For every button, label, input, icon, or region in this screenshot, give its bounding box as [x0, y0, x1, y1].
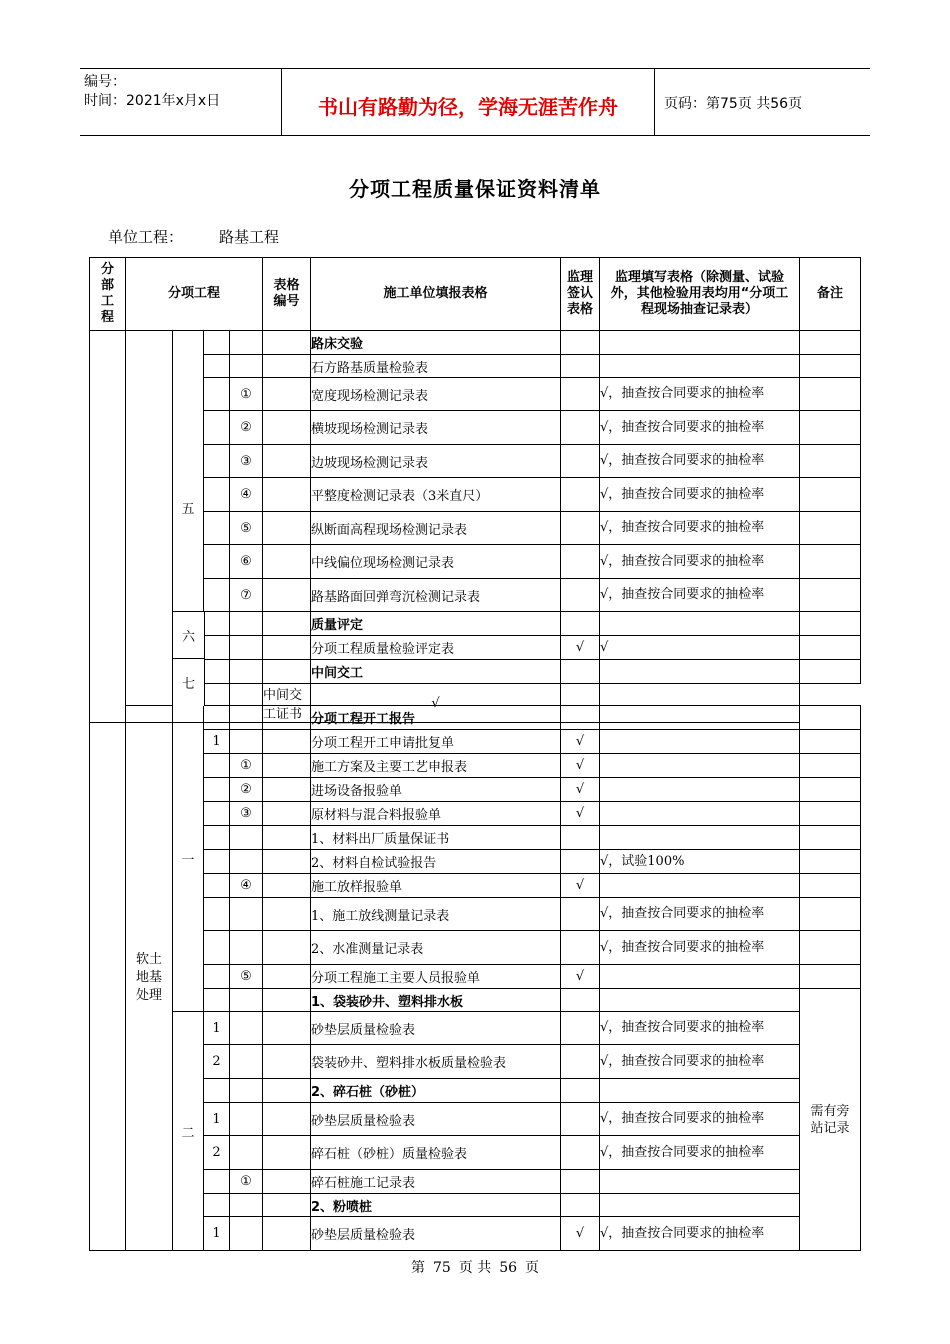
table-cell: [230, 730, 263, 754]
page-footer: 第 75 页 共 56 页: [410, 1260, 540, 1276]
table-cell-mark: ⑦: [230, 579, 263, 612]
table-cell: [800, 660, 861, 684]
table-cell: [230, 355, 263, 378]
form-name: 袋装砂井、塑料排水板质量检验表: [311, 1045, 561, 1079]
supervisor-fill: √，抽查按合同要求的抽检率: [600, 378, 800, 411]
table-row: [90, 636, 861, 660]
table-cell: [600, 706, 800, 730]
table-cell: [204, 778, 230, 802]
table-cell: [230, 1079, 263, 1103]
supervisor-fill: √，抽查按合同要求的抽检率: [600, 411, 800, 445]
table-row: [90, 378, 861, 411]
table-cell-mark: √: [561, 1217, 600, 1251]
table-cell: [230, 1045, 263, 1079]
table-cell-mark: √: [600, 636, 800, 660]
table-cell: [204, 1170, 230, 1194]
form-name: 碎石桩施工记录表: [311, 1170, 561, 1194]
table-cell: [263, 612, 311, 636]
form-name: 路基路面回弹弯沉检测记录表: [311, 579, 561, 612]
table-cell: [204, 579, 230, 612]
number-label: 编号：: [84, 74, 126, 90]
form-name: 平整度检测记录表（3米直尺）: [311, 478, 561, 512]
supervisor-fill: √，抽查按合同要求的抽检率: [600, 579, 800, 612]
table-row: [90, 660, 861, 684]
table-cell: [204, 850, 230, 874]
table-cell: [230, 826, 263, 850]
section-title: 2、碎石桩（砂桩）: [311, 1079, 561, 1103]
table-cell: [263, 706, 311, 730]
table-cell-mark: ④: [230, 478, 263, 512]
table-cell: [800, 826, 861, 850]
table-cell-mark: √: [561, 778, 600, 802]
table-cell: [204, 612, 230, 636]
table-cell: [263, 355, 311, 378]
table-cell: [561, 706, 600, 730]
table-cell-mark: √: [561, 874, 600, 898]
supervisor-fill: √，抽查按合同要求的抽检率: [600, 478, 800, 512]
table-cell: [800, 778, 861, 802]
form-name: 砂垫层质量检验表: [311, 1103, 561, 1136]
table-cell-mark: 1: [204, 730, 230, 754]
table-cell: [600, 826, 800, 850]
header-contractor-form: 施工单位填报表格: [311, 258, 561, 331]
table-cell: [561, 826, 600, 850]
table-cell-mark: 2: [204, 1045, 230, 1079]
table-cell: [263, 965, 311, 989]
table-cell-mark: 1: [204, 1217, 230, 1251]
supervisor-fill: √，抽查按合同要求的抽检率: [600, 445, 800, 478]
remark-station: 需有旁站记录: [800, 989, 861, 1251]
table-cell: [800, 445, 861, 478]
form-name: 分项工程开工申请批复单: [311, 730, 561, 754]
table-row: [90, 411, 861, 445]
table-cell: [800, 754, 861, 778]
form-name: 2、水准测量记录表: [311, 931, 561, 965]
table-row: [90, 874, 861, 898]
table-cell: [204, 445, 230, 478]
table-cell: [263, 331, 311, 355]
table-cell-mark: ④: [230, 874, 263, 898]
table-cell-mark: √: [561, 636, 600, 660]
supervisor-fill: √，试验100%: [600, 850, 800, 874]
document-header: [80, 68, 870, 136]
table-cell: [204, 512, 230, 545]
table-cell: [561, 579, 600, 612]
page-title: 分项工程质量保证资料清单: [349, 177, 601, 201]
table-cell: [561, 445, 600, 478]
table-row: [90, 1012, 861, 1045]
table-cell: [263, 1170, 311, 1194]
table-row: [90, 706, 861, 730]
table-cell-mark: √: [561, 730, 600, 754]
header-supervisor-fill: 监理填写表格（除测量、试验外，其他检验用表均用“分项工程现场抽查记录表）: [600, 258, 800, 331]
table-cell: [800, 802, 861, 826]
table-cell: [561, 1170, 600, 1194]
table-row: [90, 1136, 861, 1170]
form-name: 砂垫层质量检验表: [311, 1012, 561, 1045]
form-name: 进场设备报验单: [311, 778, 561, 802]
table-cell: [204, 826, 230, 850]
table-cell: [263, 1012, 311, 1045]
table-cell: [800, 579, 861, 612]
supervisor-fill: √，抽查按合同要求的抽检率: [600, 1045, 800, 1079]
table-cell: [600, 660, 800, 684]
table-cell: [263, 730, 311, 754]
form-name: 中线偏位现场检测记录表: [311, 545, 561, 579]
table-row: [90, 331, 861, 355]
table-cell: [800, 355, 861, 378]
table-cell: [263, 754, 311, 778]
table-cell: [230, 1217, 263, 1251]
table-cell-mark: ①: [230, 1170, 263, 1194]
table-row: [90, 802, 861, 826]
table-cell: [230, 1194, 263, 1217]
supervisor-fill: √，抽查按合同要求的抽检率: [600, 931, 800, 965]
table-cell: [561, 1194, 600, 1217]
header-remark: 备注: [800, 258, 861, 331]
table-cell: [561, 989, 600, 1012]
section-title: 分项工程开工报告: [311, 706, 561, 730]
table-cell: [561, 850, 600, 874]
table-cell-mark: √: [561, 965, 600, 989]
form-name: 施工方案及主要工艺申报表: [311, 754, 561, 778]
supervisor-fill: √，抽查按合同要求的抽检率: [600, 1136, 800, 1170]
table-cell: [230, 1136, 263, 1170]
group-six-cell: 六: [172, 611, 205, 659]
subitem-cell: [126, 331, 173, 723]
table-cell: [263, 826, 311, 850]
header-division: 分部工程: [90, 258, 126, 331]
header-subitem: 分项工程: [126, 258, 263, 331]
group-label: 一: [173, 706, 204, 1012]
table-cell: [263, 1103, 311, 1136]
table-row: [90, 898, 861, 931]
table-cell: [204, 378, 230, 411]
section-title: 2、粉喷桩: [311, 1194, 561, 1217]
quality-docs-table-softsoil: [89, 705, 861, 1251]
table-cell: [230, 850, 263, 874]
table-cell: [561, 612, 600, 636]
table-cell-mark: ②: [230, 778, 263, 802]
division-cell: [90, 706, 126, 1251]
section-title: 1、袋装砂井、塑料排水板: [311, 989, 561, 1012]
form-name: 原材料与混合料报验单: [311, 802, 561, 826]
table-cell-mark: ③: [230, 802, 263, 826]
table-cell-mark: ⑥: [230, 545, 263, 579]
table-cell: [204, 965, 230, 989]
table-cell: [561, 331, 600, 355]
form-name: 边坡现场检测记录表: [311, 445, 561, 478]
table-row: [90, 1079, 861, 1103]
form-name: 1、施工放线测量记录表: [311, 898, 561, 931]
form-name: 纵断面高程现场检测记录表: [311, 512, 561, 545]
table-cell: [263, 411, 311, 445]
table-cell: [600, 1170, 800, 1194]
table-cell-mark: ①: [230, 378, 263, 411]
table-row: [90, 1194, 861, 1217]
table-cell: [230, 989, 263, 1012]
table-cell-mark: ③: [230, 445, 263, 478]
table-cell: [263, 778, 311, 802]
table-cell: [800, 331, 861, 355]
table-cell: [800, 965, 861, 989]
table-cell: [600, 612, 800, 636]
group-label: 二: [173, 1012, 204, 1251]
table-row: [90, 612, 861, 636]
group-seven-cell: 七: [172, 658, 205, 706]
time-label: 时间：2021年x月x日: [84, 93, 221, 109]
table-cell: [800, 898, 861, 931]
table-row: [90, 754, 861, 778]
table-cell: [800, 512, 861, 545]
table-cell: [263, 802, 311, 826]
table-cell-mark: √: [561, 802, 600, 826]
table-row: [90, 965, 861, 989]
table-cell: [263, 850, 311, 874]
section-title: 质量评定: [311, 612, 561, 636]
table-cell: [561, 898, 600, 931]
table-cell: [600, 802, 800, 826]
table-cell: [800, 931, 861, 965]
table-cell: [263, 898, 311, 931]
table-cell: [204, 754, 230, 778]
table-cell: [561, 411, 600, 445]
supervisor-fill: √，抽查按合同要求的抽检率: [600, 898, 800, 931]
page-info: 页码：第75页 共56页: [664, 96, 803, 112]
table-cell: [600, 965, 800, 989]
table-cell: [204, 545, 230, 579]
table-cell: [230, 636, 263, 660]
table-cell: [204, 355, 230, 378]
header-meta: [84, 73, 220, 111]
table-cell: [263, 445, 311, 478]
table-cell: [263, 1194, 311, 1217]
table-cell: [263, 579, 311, 612]
section-softsoil-label: 软土地基处理: [126, 706, 173, 1251]
table-cell: [230, 331, 263, 355]
unit-label: 单位工程：: [108, 228, 184, 246]
section-title: 路床交验: [311, 331, 561, 355]
table-cell: [263, 512, 311, 545]
table-header-row: [90, 258, 861, 331]
form-name: 2、材料自检试验报告: [311, 850, 561, 874]
table-cell: [204, 706, 230, 730]
table-cell: [561, 1012, 600, 1045]
table-row: [90, 931, 861, 965]
form-name: 中间交工证书: [263, 684, 311, 723]
table-row: [90, 512, 861, 545]
table-cell-mark: ⑤: [230, 965, 263, 989]
table-cell-mark: 1: [204, 1012, 230, 1045]
table-cell: [263, 545, 311, 579]
table-cell-mark: √: [561, 754, 600, 778]
table-cell: [230, 931, 263, 965]
table-row: [90, 1103, 861, 1136]
table-cell: [204, 411, 230, 445]
table-cell: [204, 1194, 230, 1217]
section-title: 中间交工: [311, 660, 561, 684]
table-cell: [263, 874, 311, 898]
table-cell: [263, 931, 311, 965]
table-cell: [600, 730, 800, 754]
table-cell: [561, 478, 600, 512]
table-cell: [263, 1045, 311, 1079]
table-cell: [204, 898, 230, 931]
form-name: 分项工程质量检验评定表: [311, 636, 561, 660]
table-cell: [600, 1194, 800, 1217]
table-row: [90, 579, 861, 612]
table-cell: [230, 660, 263, 684]
table-cell: [204, 802, 230, 826]
table-row: [90, 826, 861, 850]
group-label: 五: [173, 331, 204, 684]
form-name: 分项工程施工主要人员报验单: [311, 965, 561, 989]
table-cell: [263, 1079, 311, 1103]
table-row: [90, 1217, 861, 1251]
table-cell: [263, 478, 311, 512]
table-cell: [204, 660, 230, 684]
form-name: 宽度现场检测记录表: [311, 378, 561, 411]
table-row: [90, 545, 861, 579]
table-cell-mark: 2: [204, 1136, 230, 1170]
table-cell: [561, 378, 600, 411]
table-cell: [800, 378, 861, 411]
header-divider: [654, 69, 655, 135]
table-cell: [263, 636, 311, 660]
table-cell: [561, 355, 600, 378]
table-cell-mark: ②: [230, 411, 263, 445]
division-cell: [90, 331, 126, 723]
table-cell: [800, 612, 861, 636]
form-name: 1、材料出厂质量保证书: [311, 826, 561, 850]
table-cell: [263, 378, 311, 411]
form-name: 横坡现场检测记录表: [311, 411, 561, 445]
table-cell: [561, 1136, 600, 1170]
table-cell: [800, 874, 861, 898]
table-cell: [800, 478, 861, 512]
table-cell: [230, 898, 263, 931]
table-cell: [204, 931, 230, 965]
table-cell: [561, 931, 600, 965]
table-cell: [230, 1103, 263, 1136]
table-cell: [561, 1079, 600, 1103]
table-cell: [600, 331, 800, 355]
table-cell: [561, 1045, 600, 1079]
table-cell: [230, 612, 263, 636]
header-motto: 书山有路勤为径，学海无涯苦作舟: [318, 95, 618, 119]
table-cell: [600, 989, 800, 1012]
table-cell: [800, 636, 861, 660]
table-row: [90, 478, 861, 512]
form-name: 碎石桩（砂桩）质量检验表: [311, 1136, 561, 1170]
supervisor-fill: √，抽查按合同要求的抽检率: [600, 1103, 800, 1136]
form-name: 施工放样报验单: [311, 874, 561, 898]
table-cell: [800, 850, 861, 874]
table-row: [90, 730, 861, 754]
table-row: [90, 355, 861, 378]
table-row: [90, 1170, 861, 1194]
table-cell-mark: ①: [230, 754, 263, 778]
table-cell: [230, 1012, 263, 1045]
table-cell: [600, 778, 800, 802]
table-cell: [204, 636, 230, 660]
table-cell: [600, 1079, 800, 1103]
table-cell: [600, 874, 800, 898]
table-cell: [561, 512, 600, 545]
table-cell: [600, 355, 800, 378]
table-row: [90, 850, 861, 874]
table-cell: [800, 730, 861, 754]
table-row: [90, 778, 861, 802]
table-cell: [800, 411, 861, 445]
header-supervisor-sign: 监理签认表格: [561, 258, 600, 331]
table-cell: [263, 660, 311, 684]
form-name: 石方路基质量检验表: [311, 355, 561, 378]
table-cell: [800, 706, 861, 730]
table-row: [90, 989, 861, 1012]
table-cell: [561, 545, 600, 579]
table-cell: [204, 874, 230, 898]
table-cell: [263, 1217, 311, 1251]
table-cell: [263, 1136, 311, 1170]
supervisor-fill: √，抽查按合同要求的抽检率: [600, 1012, 800, 1045]
table-row: [90, 445, 861, 478]
table-cell: [204, 989, 230, 1012]
table-cell: [263, 989, 311, 1012]
table-cell: [800, 545, 861, 579]
supervisor-fill: √，抽查按合同要求的抽检率: [600, 545, 800, 579]
table-cell: [561, 1103, 600, 1136]
table-cell-mark: 1: [204, 1103, 230, 1136]
form-name: 砂垫层质量检验表: [311, 1217, 561, 1251]
table-cell: [204, 1079, 230, 1103]
table-cell: [204, 331, 230, 355]
unit-value: 路基工程: [219, 228, 280, 246]
table-cell: [600, 754, 800, 778]
table-cell-mark: ⑤: [230, 512, 263, 545]
table-cell: [561, 660, 600, 684]
supervisor-fill: √，抽查按合同要求的抽检率: [600, 512, 800, 545]
table-cell-mark: √: [311, 684, 561, 723]
header-form-no: 表格编号: [263, 258, 311, 331]
unit-project: [108, 226, 315, 247]
table-cell: [204, 478, 230, 512]
supervisor-fill: √，抽查按合同要求的抽检率: [600, 1217, 800, 1251]
table-cell: [230, 706, 263, 730]
table-row: [90, 1045, 861, 1079]
